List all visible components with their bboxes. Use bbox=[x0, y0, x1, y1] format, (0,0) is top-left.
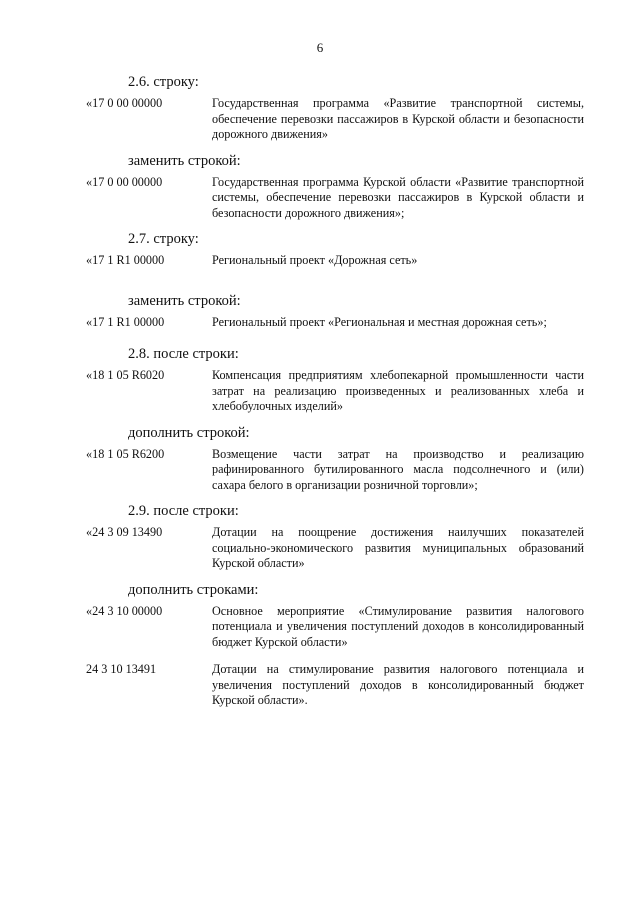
budget-line-text: Региональный проект «Региональная и местная дорожная сеть»; bbox=[212, 314, 547, 329]
section-heading: 2.9. после строки: bbox=[128, 503, 239, 519]
budget-line-row bbox=[0, 96, 640, 143]
budget-line-text: Основное мероприятие «Стимулирование развития налогового потенциала и увеличения поступлений доходов в консолидированный бюджет Курской области» bbox=[212, 603, 584, 649]
budget-line-row bbox=[0, 315, 640, 331]
budget-line-row bbox=[0, 253, 640, 269]
section-heading: дополнить строкой: bbox=[128, 424, 250, 441]
budget-code: 24 3 10 13491 bbox=[86, 662, 157, 676]
section-heading: дополнить строками: bbox=[128, 581, 259, 598]
budget-line-row bbox=[0, 525, 640, 572]
budget-line-text: Дотации на стимулирование развития налогового потенциала и увеличения поступлений доходов в консолидированный бюджет Курской области». bbox=[212, 662, 584, 707]
budget-code: «18 1 05 R6200 bbox=[86, 446, 165, 461]
budget-line-row bbox=[0, 447, 640, 494]
section-heading: 2.7. строку: bbox=[128, 231, 199, 247]
budget-line-row bbox=[0, 175, 640, 222]
budget-code: «18 1 05 R6020 bbox=[86, 368, 165, 382]
budget-code: «17 1 R1 00000 bbox=[86, 253, 165, 267]
budget-code: «17 0 00 00000 bbox=[86, 96, 163, 110]
section-heading: 2.6. строку: bbox=[128, 74, 199, 90]
section-heading: заменить строкой: bbox=[128, 152, 241, 169]
budget-code: «24 3 09 13490 bbox=[86, 525, 163, 539]
budget-line-row bbox=[0, 368, 640, 415]
budget-code: «24 3 10 00000 bbox=[86, 603, 163, 618]
budget-code: «17 1 R1 00000 bbox=[86, 314, 165, 329]
budget-line-text: Государственная программа «Развитие транспортной системы, обеспечение перевозки пассажиров в Курской области и безопасности дорожного движения» bbox=[212, 96, 584, 141]
budget-line-text: Компенсация предприятиям хлебопекарной промышленности части затрат на реализацию произведенных и реализованных хлеба и хлебобулочных изделий» bbox=[212, 368, 584, 413]
section-heading: 2.8. после строки: bbox=[128, 346, 239, 362]
budget-line-row bbox=[0, 604, 640, 651]
page-content bbox=[0, 64, 640, 709]
page-number: 6 bbox=[316, 40, 324, 55]
budget-line-text: Государственная программа Курской области «Развитие транспортной системы, обеспечение перевозки пассажиров в Курской области и безопасности дорожного движения»; bbox=[212, 174, 584, 220]
budget-line-row bbox=[0, 662, 640, 709]
section-heading: заменить строкой: bbox=[128, 292, 241, 309]
budget-line-text: Возмещение части затрат на производство и реализацию рафинированного бутилированного масла подсолнечного и (или) сахара белого в организации розничной торговли»; bbox=[212, 446, 584, 492]
budget-code: «17 0 00 00000 bbox=[86, 174, 163, 189]
budget-line-text: Региональный проект «Дорожная сеть» bbox=[212, 253, 418, 267]
budget-line-text: Дотации на поощрение достижения наилучших показателей социально-экономического развития муниципальных образований Курской области» bbox=[212, 525, 584, 570]
